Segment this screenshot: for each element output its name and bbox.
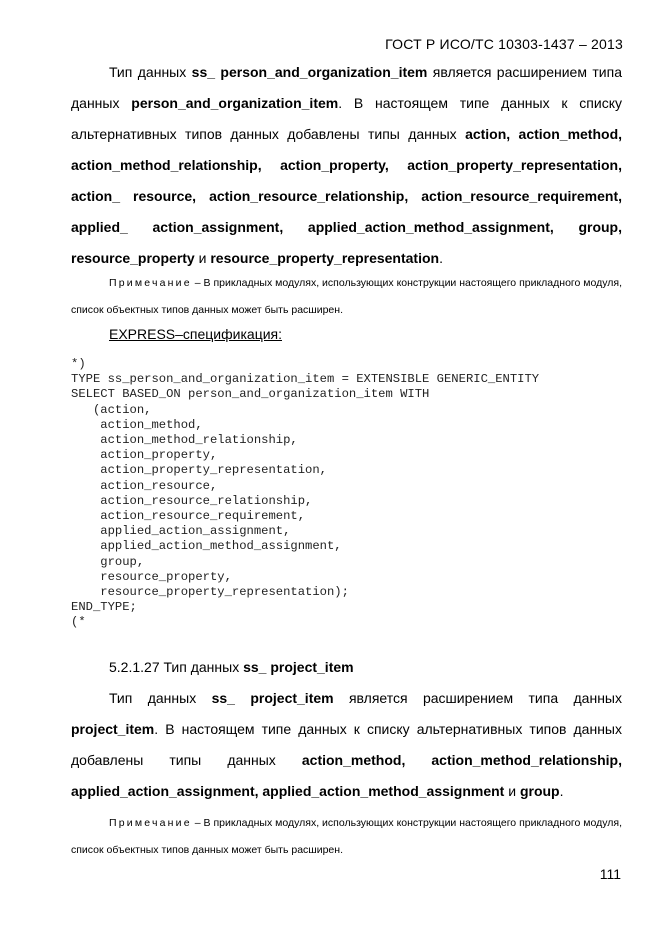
note-1 — [71, 270, 622, 324]
page-number: 111 — [599, 866, 621, 882]
para-text: Тип данных — [109, 64, 192, 80]
note-text: – В прикладных модулях, использующих конструкции настоящего прикладного модуля, список объектных типов данных может быть расширен. — [71, 817, 622, 856]
note-2 — [71, 810, 622, 864]
paragraph-ss-person-and-organization-item — [71, 57, 622, 274]
note-label: Примечание — [109, 817, 192, 829]
para-text: и — [194, 250, 211, 266]
para-bold: person_and_organization_item — [131, 95, 339, 111]
para-text: . — [439, 250, 443, 266]
section-number: 5.2.1.27 Тип данных — [109, 659, 244, 675]
section-heading — [109, 659, 354, 675]
para-bold: project_item — [71, 721, 155, 737]
document-header: ГОСТ Р ИСО/ТС 10303-1437 – 2013 — [385, 36, 623, 52]
para-bold: resource_property_representation — [210, 250, 440, 266]
para-text: является расширением типа данных — [333, 690, 622, 706]
paragraph-ss-project-item — [71, 683, 622, 807]
note-text: – В прикладных модулях, использующих конструкции настоящего прикладного модуля, список объектных типов данных может быть расширен. — [71, 277, 622, 316]
para-text: и — [504, 783, 520, 799]
para-bold: ss_ person_and_organization_item — [191, 64, 428, 80]
para-text: является расширением типа данных — [71, 64, 622, 111]
para-bold: action, action_method, action_method_relationship, action_property, action_property_representation, action_ resource, action_resource_relationship, action_resource_requirement, applied_ action_assignment, applied_action_method_assignment, group, resource_property — [71, 126, 623, 266]
express-code-block: *) TYPE ss_person_and_organization_item = EXTENSIBLE GENERIC_ENTITY SELECT BASED_ON person_and_organization_item WITH (action, action_method, action_method_relationship, action_property, action_property_representation, action_resource, action_resource_relationship, action_resource_requirement, applied_action_assignment, applied_action_method_assignment, group, resource_property, resource_property_representation); END_TYPE; (* — [71, 357, 540, 630]
para-text: . В настоящем типе данных к списку альтернативных типов данных добавлены типы данных — [71, 721, 622, 768]
para-bold: action_method, action_method_relationship, applied_action_assignment, applied_action_method_assignment — [71, 752, 622, 799]
section-name: ss_ project_item — [243, 659, 354, 675]
para-text: . В настоящем типе данных к списку альтернативных типов данных добавлены типы данных — [71, 95, 622, 142]
para-text: Тип данных — [109, 690, 212, 706]
para-bold: ss_ project_item — [211, 690, 334, 706]
para-text: . — [559, 783, 564, 799]
para-bold: group — [519, 783, 560, 799]
note-label: Примечание — [109, 277, 192, 289]
express-spec-title: EXPRESS–спецификация: — [109, 326, 282, 342]
